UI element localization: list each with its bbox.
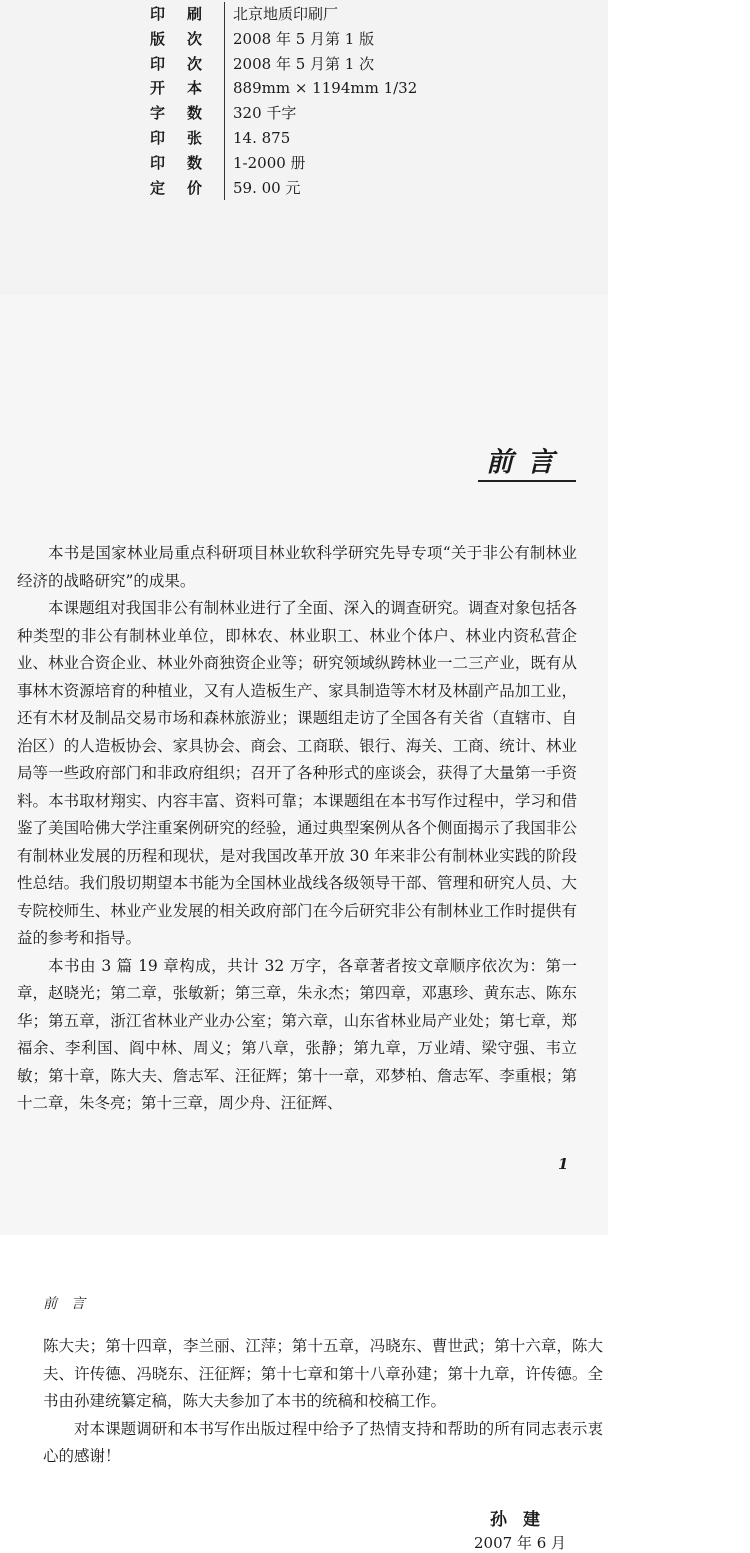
copyright-value: 320 千字 bbox=[225, 101, 494, 126]
copyright-label-char: 张 bbox=[187, 128, 203, 147]
copyright-value: 2008 年 5 月第 1 版 bbox=[225, 27, 494, 52]
title-underline bbox=[478, 480, 576, 482]
copyright-row bbox=[150, 27, 493, 52]
copyright-page bbox=[0, 0, 608, 295]
copyright-label bbox=[150, 176, 225, 201]
copyright-label-char: 数 bbox=[187, 153, 203, 172]
copyright-table bbox=[150, 2, 493, 200]
copyright-label bbox=[150, 52, 225, 77]
continued-paragraph: 陈大夫；第十四章，李兰丽、江萍；第十五章，冯晓东、曹世武；第十六章，陈大夫、许传德、冯晓东、汪征辉；第十七章和第十八章孙建；第十九章，许传德。全书由孙建统纂定稿，陈大夫参加了本书的统稿和校稿工作。 bbox=[43, 1337, 603, 1410]
copyright-label-char: 次 bbox=[187, 29, 203, 48]
copyright-value: 1-2000 册 bbox=[225, 151, 494, 176]
copyright-label-char: 字 bbox=[150, 104, 166, 123]
copyright-label bbox=[150, 2, 225, 27]
preface-paragraph: 本课题组对我国非公有制林业进行了全面、深入的调查研究。调查对象包括各种类型的非公有制林业单位，即林农、林业职工、林业个体户、林业内资私营企业、林业合资企业、林业外商独资企业等；研究领域纵跨林业一二三产业，既有从事林木资源培育的种植业，又有人造板生产、家具制造等木材及林副产品加工业，还有木材及制品交易市场和森林旅游业；课题组走访了全国各有关省（直辖市、自治区）的人造板协会、家具协会、商会、工商联、银行、海关、工商、统计、林业局等一些政府部门和非政府组织；召开了各种形式的座谈会，获得了大量第一手资料。本书取材翔实、内容丰富、资料可靠；本课题组在本书写作过程中，学习和借鉴了美国哈佛大学注重案例研究的经验，通过典型案例从各个侧面揭示了我国非公有制林业发展的历程和现状，是对我国改革开放 30 年来非公有制林业实践的阶段性总结。我们殷切期望本书能为全国林业战线各级领导干部、管理和研究人员、大专院校师生、林业产业发展的相关政府部门在今后研究非公有制林业工作时提供有益的参考和指导。 bbox=[17, 599, 577, 947]
copyright-label bbox=[150, 126, 225, 151]
copyright-label-char: 印 bbox=[150, 153, 166, 172]
copyright-value: 北京地质印刷厂 bbox=[225, 2, 494, 27]
copyright-label-char: 价 bbox=[187, 178, 203, 197]
preface-body bbox=[17, 540, 577, 1118]
copyright-label-char: 定 bbox=[150, 178, 166, 197]
copyright-label bbox=[150, 27, 225, 52]
copyright-value: 2008 年 5 月第 1 次 bbox=[225, 52, 494, 77]
copyright-value: 889mm × 1194mm 1/32 bbox=[225, 76, 494, 101]
copyright-label-char: 印 bbox=[150, 128, 166, 147]
copyright-value: 59. 00 元 bbox=[225, 176, 494, 201]
copyright-label-char: 本 bbox=[187, 79, 203, 98]
copyright-label bbox=[150, 101, 225, 126]
page-number: 1 bbox=[558, 1155, 569, 1173]
copyright-row bbox=[150, 2, 493, 27]
copyright-row bbox=[150, 151, 493, 176]
copyright-row bbox=[150, 101, 493, 126]
running-header: 前言 bbox=[43, 1296, 99, 1312]
copyright-row bbox=[150, 126, 493, 151]
author-signature: 孙建 bbox=[490, 1510, 556, 1530]
copyright-label bbox=[150, 151, 225, 176]
preface-paragraph: 本书由 3 篇 19 章构成，共计 32 万字，各章著者按文章顺序依次为：第一章，赵晓光；第二章，张敏新；第三章，朱永杰；第四章，邓惠珍、黄东志、陈东华；第五章，浙江省林业产业办公室；第六章，山东省林业局产业处；第七章，郑福余、李利国、阎中林、周义；第八章，张静；第九章，万业靖、梁守强、韦立敏；第十章，陈大夫、詹志军、汪征辉；第十一章，邓梦柏、詹志军、李重根；第十二章，朱冬亮；第十三章，周少舟、汪征辉、 bbox=[17, 956, 577, 1112]
signature-date: 2007 年 6 月 bbox=[474, 1534, 567, 1552]
copyright-row bbox=[150, 76, 493, 101]
copyright-label-char: 版 bbox=[150, 29, 166, 48]
preface-body-continued bbox=[43, 1333, 603, 1471]
copyright-value: 14. 875 bbox=[225, 126, 494, 151]
copyright-label-char: 印 bbox=[150, 5, 166, 23]
copyright-label-char: 开 bbox=[150, 79, 166, 98]
preface-paragraph: 本书是国家林业局重点科研项目林业软科学研究先导专项“关于非公有制林业经济的战略研究”的成果。 bbox=[17, 544, 577, 590]
copyright-label bbox=[150, 76, 225, 101]
copyright-label-char: 数 bbox=[187, 104, 203, 123]
copyright-label-char: 次 bbox=[187, 54, 203, 73]
copyright-label-char: 刷 bbox=[187, 5, 203, 23]
copyright-row bbox=[150, 176, 493, 201]
thanks-paragraph: 对本课题调研和本书写作出版过程中给予了热情支持和帮助的所有同志表示衷心的感谢！ bbox=[43, 1419, 603, 1465]
preface-title: 前言 bbox=[486, 447, 568, 478]
copyright-label-char: 印 bbox=[150, 54, 166, 73]
copyright-row bbox=[150, 52, 493, 77]
